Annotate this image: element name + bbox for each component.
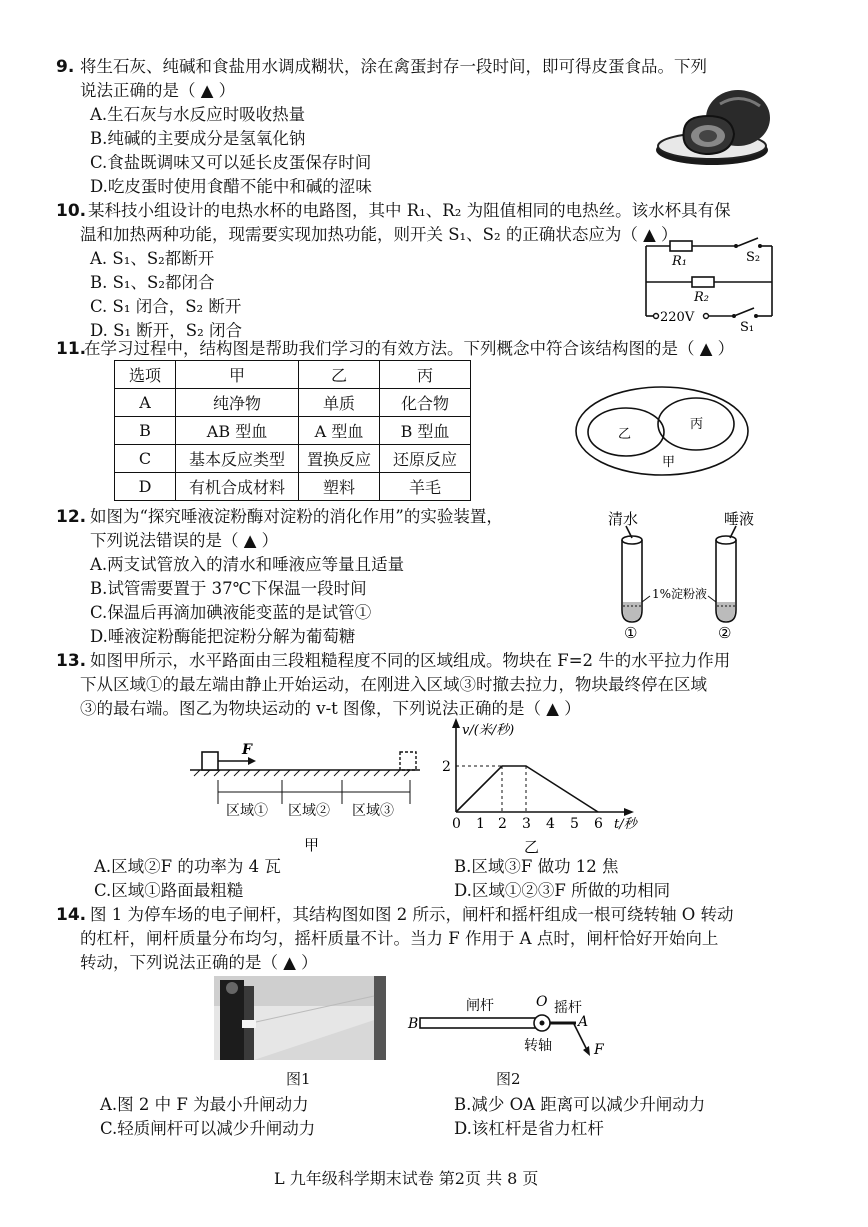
- table-cell: 还原反应: [380, 445, 471, 473]
- switch-s1: [734, 308, 754, 316]
- gate-rod: [420, 1018, 538, 1028]
- question-stem-line: 某科技小组设计的电热水杯的电路图，其中 R₁、R₂ 为阻值相同的电热丝。该水杯具有保: [88, 201, 731, 220]
- table-row: [115, 473, 471, 501]
- force-label: F: [242, 742, 252, 758]
- region-2-label: 区域②: [288, 803, 330, 819]
- question-number: 12.: [56, 507, 87, 527]
- table-cell: A: [115, 389, 176, 417]
- table-row: [115, 389, 471, 417]
- table-header: 丙: [380, 361, 471, 389]
- tube-number-1: ①: [624, 624, 638, 640]
- block-final: [400, 752, 416, 770]
- voltage-label: 220V: [660, 310, 695, 325]
- question-number: 11.: [56, 339, 87, 359]
- question-stem-line: 的杠杆，闸杆质量分布均匀，摇杆质量不计。当力 F 作用于 A 点时，闸杆恰好开始向上: [80, 929, 719, 948]
- question-stem-line: 说法正确的是（ ▲ ）: [80, 81, 236, 100]
- table-header-row: [115, 361, 471, 389]
- resistor-r1: [670, 241, 692, 251]
- point-a-label: A: [578, 1014, 589, 1030]
- question-number: 10.: [56, 201, 87, 221]
- option-b: B.减少 OA 距离可以减少升闸动力: [454, 1095, 706, 1114]
- option-d: D.该杠杆是省力杠杆: [454, 1119, 604, 1138]
- option-b: B.区域③F 做功 12 焦: [454, 857, 619, 876]
- circuit-diagram: [636, 234, 782, 334]
- figure-caption: 甲: [304, 836, 320, 854]
- r2-label: R₂: [694, 290, 709, 305]
- axle-label: 转轴: [524, 1038, 552, 1054]
- option-a: A.生石灰与水反应时吸收热量: [90, 105, 306, 124]
- s2-label: S₂: [746, 250, 761, 265]
- x-tick: 4: [546, 816, 555, 832]
- venn-left-label: 乙: [618, 427, 632, 442]
- x-tick: 1: [476, 816, 485, 832]
- table-cell: 化合物: [380, 389, 471, 417]
- page-footer: L 九年级科学期末试卷 第2页 共 8 页: [274, 1169, 539, 1188]
- block: [202, 752, 218, 770]
- question-stem-line: 转动，下列说法正确的是（ ▲ ）: [80, 953, 318, 972]
- starch-label: 1%淀粉液: [652, 587, 708, 601]
- venn-right-label: 丙: [690, 417, 704, 432]
- table-cell: B: [115, 417, 176, 445]
- option-c: C.食盐既调味又可以延长皮蛋保存时间: [90, 153, 372, 172]
- option-a: A.图 2 中 F 为最小升闸动力: [100, 1095, 309, 1114]
- table-cell: 单质: [299, 389, 380, 417]
- question-stem-line: 如图为“探究唾液淀粉酶对淀粉的消化作用”的实验装置，: [90, 507, 503, 526]
- x-tick: 2: [498, 816, 507, 832]
- option-d: D.唾液淀粉酶能把淀粉分解为葡萄糖: [90, 627, 356, 646]
- figure-2-caption: 图2: [496, 1070, 521, 1088]
- rocker-label: 摇杆: [554, 1000, 582, 1016]
- lever-diagram: [400, 990, 620, 1060]
- x-tick: 6: [594, 816, 603, 832]
- option-b: B.试管需要置于 37℃下保温一段时间: [90, 579, 367, 598]
- option-d: D. S₁ 断开，S₂ 闭合: [90, 321, 242, 340]
- preserved-egg-image: [650, 84, 780, 170]
- parking-gate-photo: [214, 976, 386, 1060]
- venn-diagram: [570, 384, 760, 480]
- region-1-label: 区域①: [226, 803, 268, 819]
- question-stem-line: 如图甲所示，水平路面由三段粗糙程度不同的区域组成。物块在 F=2 牛的水平拉力作用: [90, 651, 731, 670]
- x-axis-label: t/秒: [614, 817, 637, 832]
- question-stem-line: 温和加热两种功能，现需要实现加热功能，则开关 S₁、S₂ 的正确状态应为（ ▲ ）: [80, 225, 678, 244]
- question-number: 9.: [56, 57, 75, 77]
- table-cell: AB 型血: [176, 417, 299, 445]
- y-tick: 2: [442, 759, 451, 775]
- question-stem-line: 图 1 为停车场的电子闸杆，其结构图如图 2 所示，闸杆和摇杆组成一根可绕转轴 O 转动: [90, 905, 734, 924]
- table-row: [115, 417, 471, 445]
- test-tube-figure: [600, 506, 770, 640]
- question-stem-line: 在学习过程中，结构图是帮助我们学习的有效方法。下列概念中符合该结构图的是（ ▲ ）: [84, 339, 735, 358]
- option-c: C.轻质闸杆可以减少升闸动力: [100, 1119, 316, 1138]
- s1-label: S₁: [740, 320, 755, 334]
- question-stem-line: 下列说法错误的是（ ▲ ）: [90, 531, 279, 550]
- question-stem-line: 将生石灰、纯碱和食盐用水调成糊状，涂在禽蛋封存一段时间，即可得皮蛋食品。下列: [80, 57, 707, 76]
- table-cell: D: [115, 473, 176, 501]
- vt-graph: [438, 712, 658, 854]
- option-a: A.两支试管放入的清水和唾液应等量且适量: [90, 555, 405, 574]
- tube-number-2: ②: [718, 624, 732, 640]
- table-cell: 塑料: [299, 473, 380, 501]
- question-number: 13.: [56, 651, 87, 671]
- table-cell: 置换反应: [299, 445, 380, 473]
- figure-1-caption: 图1: [286, 1070, 311, 1088]
- option-c: C.区域①路面最粗糙: [94, 881, 244, 900]
- figure-caption: 乙: [524, 838, 540, 854]
- gate-rod-label: 闸杆: [466, 998, 494, 1014]
- table-header: 选项: [115, 361, 176, 389]
- region-3-label: 区域③: [352, 803, 394, 819]
- resistor-r2: [692, 277, 714, 287]
- figure-jia: [190, 738, 430, 856]
- table-cell: C: [115, 445, 176, 473]
- venn-outer-label: 甲: [662, 455, 676, 470]
- table-header: 甲: [176, 361, 299, 389]
- table-cell: A 型血: [299, 417, 380, 445]
- question-stem-line: ③的最右端。图乙为物块运动的 v-t 图像，下列说法正确的是（ ▲ ）: [80, 699, 581, 718]
- table-cell: B 型血: [380, 417, 471, 445]
- x-tick: 3: [522, 816, 531, 832]
- r1-label: R₁: [672, 254, 687, 269]
- table-cell: 基本反应类型: [176, 445, 299, 473]
- table-row: [115, 445, 471, 473]
- table-header: 乙: [299, 361, 380, 389]
- option-d: D.吃皮蛋时使用食醋不能中和碱的涩味: [90, 177, 372, 196]
- right-tube-label: 唾液: [724, 510, 755, 528]
- option-c: C. S₁ 闭合，S₂ 断开: [90, 297, 242, 316]
- point-b-label: B: [408, 1016, 419, 1032]
- option-a: A. S₁、S₂都断开: [90, 249, 215, 268]
- option-a: A.区域②F 的功率为 4 瓦: [94, 857, 281, 876]
- question-number: 14.: [56, 905, 87, 925]
- x-tick: 5: [570, 816, 579, 832]
- force-f-label: F: [594, 1042, 604, 1058]
- table-cell: 纯净物: [176, 389, 299, 417]
- y-axis-label: v/(米/秒): [462, 723, 515, 738]
- point-o-label: O: [536, 994, 548, 1010]
- option-d: D.区域①②③F 所做的功相同: [454, 881, 671, 900]
- option-b: B. S₁、S₂都闭合: [90, 273, 215, 292]
- switch-s2: [738, 238, 758, 246]
- table-cell: 有机合成材料: [176, 473, 299, 501]
- options-table: [114, 360, 471, 501]
- left-tube-label: 清水: [608, 510, 639, 528]
- table-cell: 羊毛: [380, 473, 471, 501]
- x-tick: 0: [452, 816, 461, 832]
- option-b: B.纯碱的主要成分是氢氧化钠: [90, 129, 306, 148]
- option-c: C.保温后再滴加碘液能变蓝的是试管①: [90, 603, 372, 622]
- question-stem-line: 下从区域①的最左端由静止开始运动，在刚进入区域③时撤去拉力，物块最终停在区域: [80, 675, 707, 694]
